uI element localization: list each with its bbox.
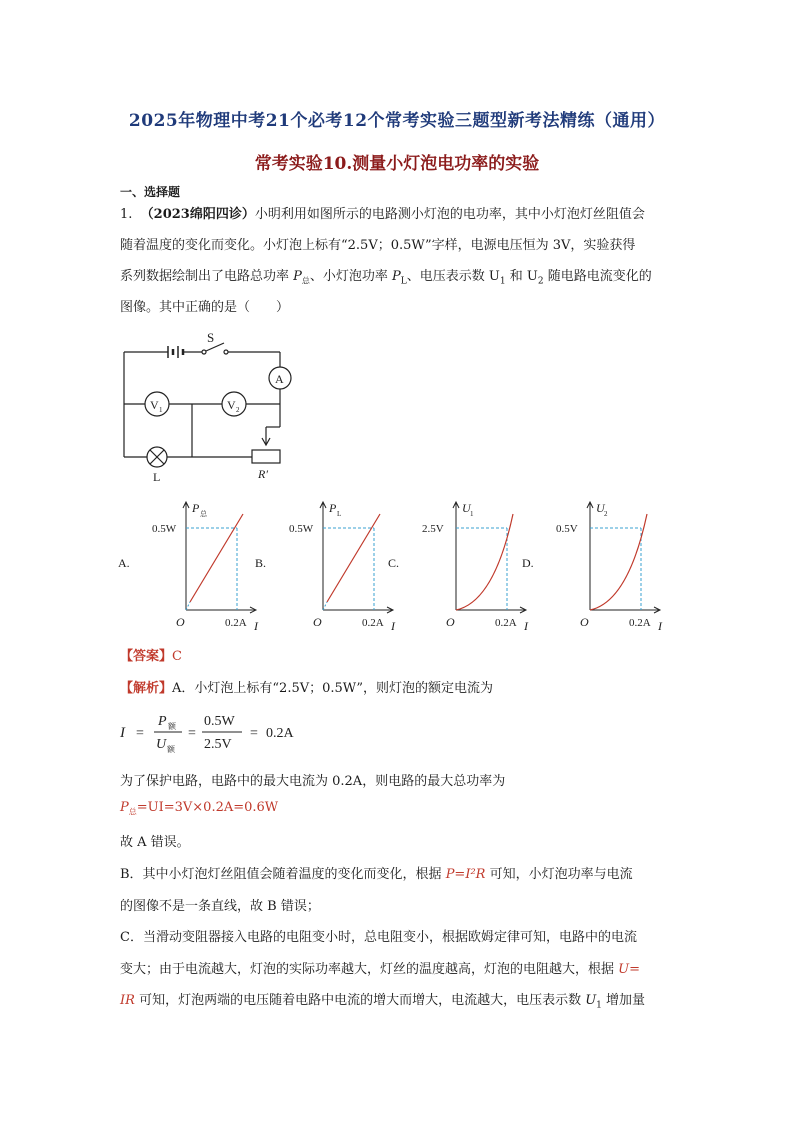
question-line-2 xyxy=(120,236,635,256)
analysis-line-7 xyxy=(120,926,637,945)
analysis-p-total: P xyxy=(120,800,129,815)
formula-eq-2: = xyxy=(188,726,196,741)
lamp-label: L xyxy=(153,470,161,484)
y-axis-label: U xyxy=(596,501,605,515)
question-text-3a: 系列数据绘制出了电路总功率 xyxy=(120,269,294,284)
option-letter: C. xyxy=(388,556,400,570)
x-axis-label: I xyxy=(391,619,395,632)
y-axis-label-sub: L xyxy=(337,510,342,518)
symbol-u1-sub: 1 xyxy=(499,276,506,287)
analysis-text-9a: 可知，灯泡两端的电压随着电路中电流的增大而增大，电流越大，电压表示数 xyxy=(134,993,586,1008)
v1-label: V xyxy=(150,398,159,412)
y-axis-label: P xyxy=(192,501,200,515)
data-curve xyxy=(590,514,647,610)
x-tick-label: 0.2A xyxy=(495,617,517,629)
switch-label: S xyxy=(207,330,215,345)
analysis-line-5 xyxy=(120,863,633,882)
y-axis-label: U xyxy=(462,501,471,515)
formula-frac-num: 0.5W xyxy=(204,714,235,729)
analysis-formula-p-i2r: P=I²R xyxy=(445,867,486,882)
origin-label: O xyxy=(313,615,322,629)
analysis-formula-u: U= xyxy=(618,962,640,977)
option-graph-b xyxy=(275,492,405,632)
analysis-line-8 xyxy=(120,958,640,977)
question-number: 1. xyxy=(120,207,133,222)
analysis-line-9 xyxy=(120,989,645,1011)
question-text-3b: 、小灯泡功率 xyxy=(309,269,393,284)
y-tick-label: 2.5V xyxy=(422,523,444,535)
analysis-p-total-sub: 总 xyxy=(128,807,137,817)
y-axis-label-sub: 1 xyxy=(470,510,474,518)
question-text-3e: 随电路电流变化的 xyxy=(543,269,652,284)
formula-den-u: U xyxy=(156,737,167,752)
ammeter-label: A xyxy=(275,372,284,386)
question-text-4: 图像。其中正确的是（ ） xyxy=(120,300,290,315)
analysis-text-9b: 增加量 xyxy=(601,993,646,1008)
y-axis-label: P xyxy=(329,501,337,515)
section-heading: 一、选择题 xyxy=(120,185,181,199)
circuit-diagram xyxy=(110,330,310,490)
analysis-text-4: 故 A 错误。 xyxy=(120,835,190,850)
question-text-2: 随着温度的变化而变化。小灯泡上标有“2.5V；0.5W”字样，电源电压恒为 3V，实验获得 xyxy=(120,238,636,253)
y-tick-label: 0.5V xyxy=(556,523,578,535)
x-axis-label: I xyxy=(524,619,528,632)
analysis-formula-ir: IR xyxy=(120,993,135,1008)
symbol-p-total-sub: 总 xyxy=(301,276,310,286)
formula-frac-den: 2.5V xyxy=(204,737,232,752)
formula-eq-3: = xyxy=(250,726,258,741)
symbol-u2-sub: 2 xyxy=(537,276,544,287)
symbol-p-l-sub: L xyxy=(400,276,407,287)
data-curve xyxy=(456,514,513,610)
question-text-1: 小明利用如图所示的电路测小灯泡的电功率，其中小灯泡灯丝阻值会 xyxy=(254,207,645,222)
v1-sub-label: 1 xyxy=(159,406,163,414)
formula-lhs: I xyxy=(120,725,125,741)
origin-label: O xyxy=(446,615,455,629)
analysis-text-2: 为了保护电路，电路中的最大电流为 0.2A，则电路的最大总功率为 xyxy=(120,774,506,789)
y-tick-label: 0.5W xyxy=(289,523,314,535)
page-subtitle: 常考实验10.测量小灯泡电功率的实验 xyxy=(254,154,540,174)
option-graph-c xyxy=(408,492,538,632)
option-letter: D. xyxy=(522,556,534,570)
formula-eq-1: = xyxy=(136,726,144,741)
v2-sub-label: 2 xyxy=(236,406,240,414)
origin-label: O xyxy=(176,615,185,629)
y-axis-label-sub: 总 xyxy=(200,510,207,518)
x-tick-label: 0.2A xyxy=(362,617,384,629)
y-tick-label: 0.5W xyxy=(152,523,177,535)
formula-den-sub: 额 xyxy=(167,745,175,754)
analysis-line-3 xyxy=(120,800,278,818)
option-letter: A. xyxy=(118,556,130,570)
v2-label: V xyxy=(227,398,236,412)
rheostat-label: R′ xyxy=(258,467,268,481)
analysis-line-2 xyxy=(120,770,505,789)
analysis-line-4 xyxy=(120,831,190,850)
analysis-text-7: C．当滑动变阻器接入电路的电阻变小时，总电阻变小，根据欧姆定律可知，电路中的电流 xyxy=(120,930,637,945)
x-tick-label: 0.2A xyxy=(225,617,247,629)
question-line-4 xyxy=(120,298,289,318)
x-tick-label: 0.2A xyxy=(629,617,651,629)
data-line xyxy=(327,514,380,602)
symbol-p-l: P xyxy=(392,269,401,284)
analysis-text-3: =UI=3V×0.2A=0.6W xyxy=(136,800,279,815)
formula-result: 0.2A xyxy=(266,726,294,741)
answer-value: C xyxy=(172,649,182,664)
analysis-text-1: A．小灯泡上标有“2.5V；0.5W”，则灯泡的额定电流为 xyxy=(172,681,494,696)
analysis-text-5a: B．其中小灯泡灯丝阻值会随着温度的变化而变化，根据 xyxy=(120,867,446,882)
rated-current-formula xyxy=(110,705,330,760)
question-source: （2023绵阳四诊） xyxy=(140,207,255,222)
data-line-extension xyxy=(186,602,190,610)
formula-num-sub: 额 xyxy=(168,722,176,731)
analysis-u1: U xyxy=(585,993,597,1008)
data-line xyxy=(190,514,243,602)
answer-tag: 【答案】 xyxy=(120,649,173,664)
analysis-text-6: 的图像不是一条直线，故 B 错误； xyxy=(120,899,320,914)
origin-label: O xyxy=(580,615,589,629)
analysis-u1-sub: 1 xyxy=(596,1000,602,1011)
analysis-tag: 【解析】 xyxy=(120,681,173,696)
option-graph-d xyxy=(542,492,672,632)
option-letter: B. xyxy=(255,556,267,570)
analysis-text-5b: 可知，小灯泡功率与电流 xyxy=(485,867,633,882)
x-axis-label: I xyxy=(658,619,662,632)
question-text-3c: 、电压表示数 U xyxy=(406,269,500,284)
analysis-line-6 xyxy=(120,895,320,914)
answer-line xyxy=(120,645,182,664)
question-line-1 xyxy=(120,205,645,225)
symbol-p-total: P xyxy=(293,269,302,284)
data-line-extension xyxy=(323,602,327,610)
page-title: 2025年物理中考21个必考12个常考实验三题型新考法精练（通用） xyxy=(128,111,666,131)
question-line-3 xyxy=(120,267,652,292)
question-text-3d: 和 U xyxy=(505,269,538,284)
analysis-text-8a: 变大；由于电流越大，灯泡的实际功率越大，灯丝的温度越高，灯泡的电阻越大，根据 xyxy=(120,962,619,977)
analysis-line-1 xyxy=(120,677,493,696)
y-axis-label-sub: 2 xyxy=(604,510,608,518)
formula-num-p: P xyxy=(158,714,167,729)
option-graph-a xyxy=(138,492,268,632)
x-axis-label: I xyxy=(254,619,258,632)
